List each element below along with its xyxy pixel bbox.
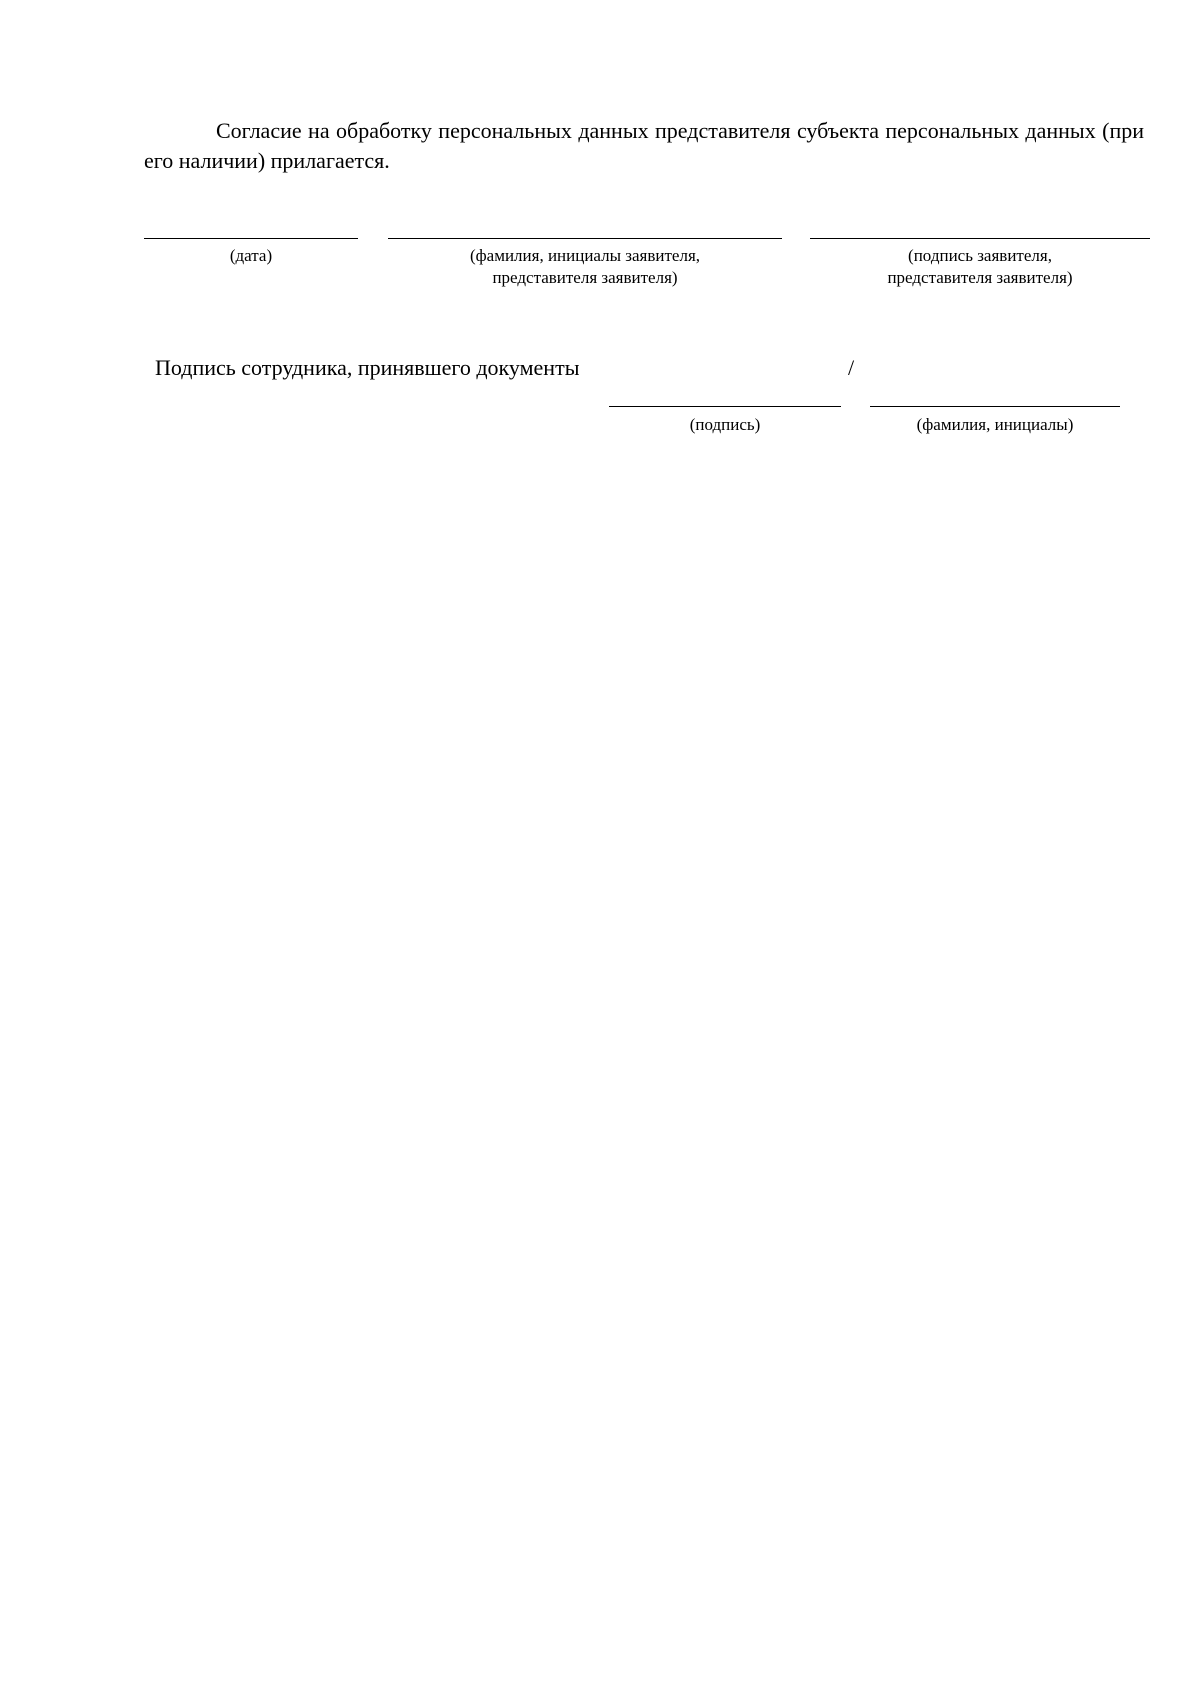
employee-signature-field-block — [609, 406, 841, 436]
employee-signature-caption: (подпись) — [689, 415, 761, 434]
employee-signature-line — [609, 406, 841, 407]
applicant-signature-field-block — [810, 238, 1150, 298]
employee-signature-label: Подпись сотрудника, принявшего документы — [155, 355, 580, 380]
applicant-signature-caption — [810, 245, 1150, 289]
applicant-name-caption — [388, 245, 782, 289]
date-signature-line — [144, 238, 358, 239]
applicant-signature-caption-line2: представителя заявителя) — [887, 268, 1073, 287]
applicant-signature-caption-line1: (подпись заявителя, — [908, 246, 1052, 265]
employee-name-caption: (фамилия, инициалы) — [916, 415, 1074, 434]
applicant-name-caption-line1: (фамилия, инициалы заявителя, — [469, 246, 701, 265]
signature-separator: / — [848, 355, 855, 380]
applicant-name-field-block — [388, 238, 782, 298]
employee-name-line — [870, 406, 1120, 407]
date-caption: (дата) — [229, 246, 273, 265]
employee-name-field-block — [870, 406, 1120, 436]
applicant-name-caption-line2: представителя заявителя) — [492, 268, 678, 287]
date-field-block — [144, 238, 358, 298]
applicant-name-line — [388, 238, 782, 239]
consent-paragraph: Согласие на обработку персональных данных представителя субъекта персональных данных (при его наличии) прилагается. — [144, 118, 1144, 173]
applicant-signature-line — [810, 238, 1150, 239]
